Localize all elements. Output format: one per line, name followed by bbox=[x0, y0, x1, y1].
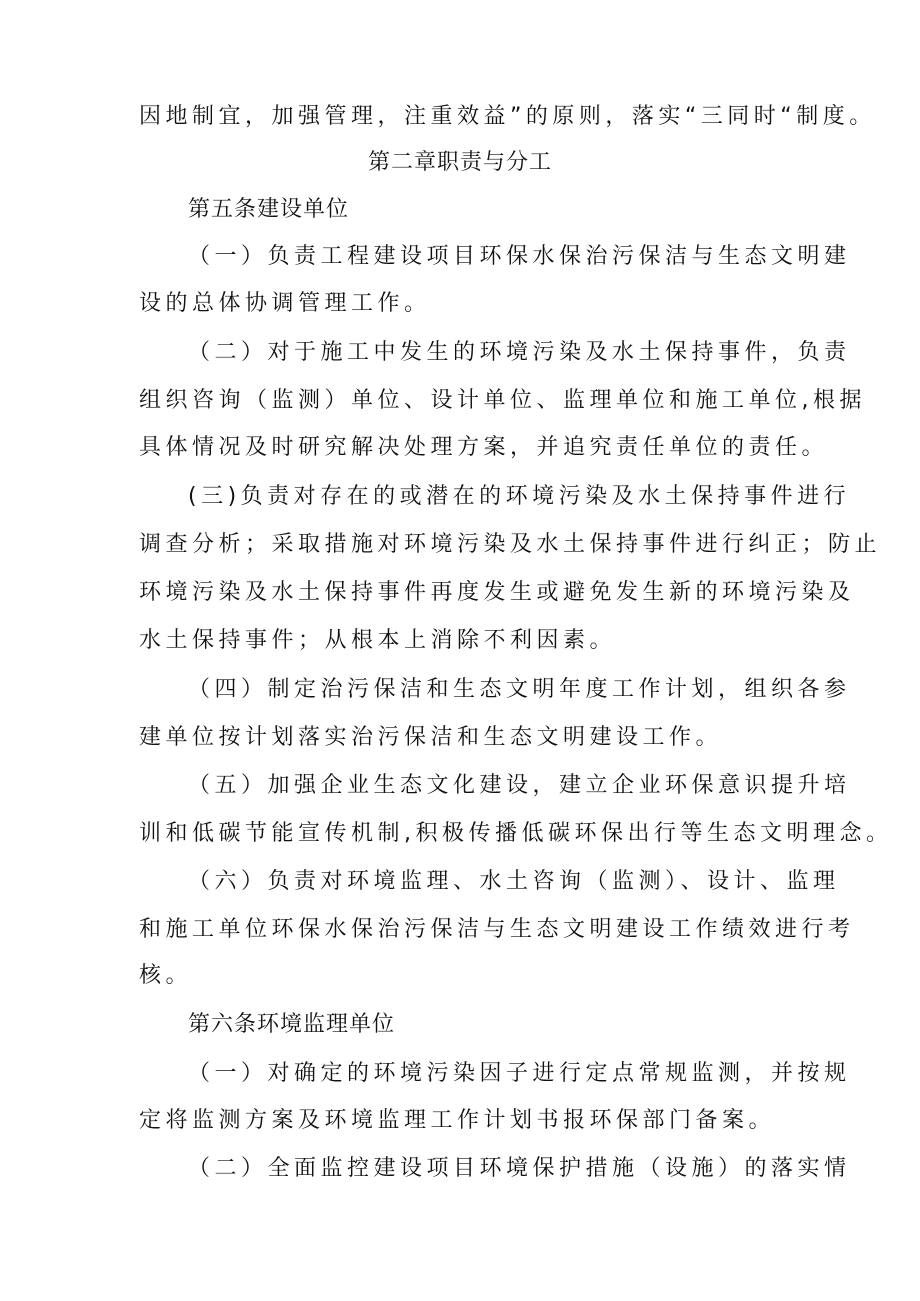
chapter-title: 第二章职责与分工 bbox=[367, 150, 552, 175]
text-line: 设的总体协调管理工作。 bbox=[139, 291, 431, 316]
article-heading: 第六条环境监理单位 bbox=[188, 1012, 396, 1037]
text-line: 建单位按计划落实治污保洁和生态文明建设工作。 bbox=[139, 725, 723, 750]
text-line: （二）对于施工中发生的环境污染及水土保持事件，负责 bbox=[188, 340, 851, 365]
article-heading: 第五条建设单位 bbox=[188, 197, 350, 222]
text-line: 水土保持事件；从根本上消除不利因素。 bbox=[139, 628, 617, 653]
text-line: （六）负责对环境监理、水土咨询（监测）、设计、监理 bbox=[188, 869, 840, 894]
text-line: （一）对确定的环境污染因子进行定点常规监测，并按规 bbox=[188, 1061, 851, 1086]
text-line: 定将监测方案及环境监理工作计划书报环保部门备案。 bbox=[139, 1108, 776, 1133]
text-line: （四）制定治污保洁和生态文明年度工作计划，组织各参 bbox=[188, 677, 851, 702]
text-line: 环境污染及水土保持事件再度发生或避免发生新的环境污染及 bbox=[139, 580, 855, 605]
text-line: 组织咨询（监测）单位、设计单位、监理单位和施工单位,根据 bbox=[139, 388, 866, 413]
text-line: （二）全面监控建设项目环境保护措施（设施）的落实情 bbox=[188, 1156, 851, 1181]
text-line: 具体情况及时研究解决处理方案，并追究责任单位的责任。 bbox=[139, 435, 829, 460]
text-line: (三)负责对存在的或潜在的环境污染及水土保持事件进行 bbox=[188, 484, 851, 509]
text-line: 调查分析；采取措施对环境污染及水土保持事件进行纠正；防止 bbox=[139, 532, 882, 557]
text-line: （一）负责工程建设项目环保水保治污保洁与生态文明建 bbox=[188, 244, 851, 269]
text-line: 核。 bbox=[139, 963, 193, 988]
text-line: 和施工单位环保水保治污保洁与生态文明建设工作绩效进行考 bbox=[139, 917, 855, 942]
text-line: 因地制宜，加强管理，注重效益”的原则，落实“三同时“制度。 bbox=[139, 104, 876, 129]
text-line: （五）加强企业生态文化建设，建立企业环保意识提升培 bbox=[188, 773, 851, 798]
text-line: 训和低碳节能宣传机制,积极传播低碳环保出行等生态文明理念。 bbox=[139, 821, 893, 846]
